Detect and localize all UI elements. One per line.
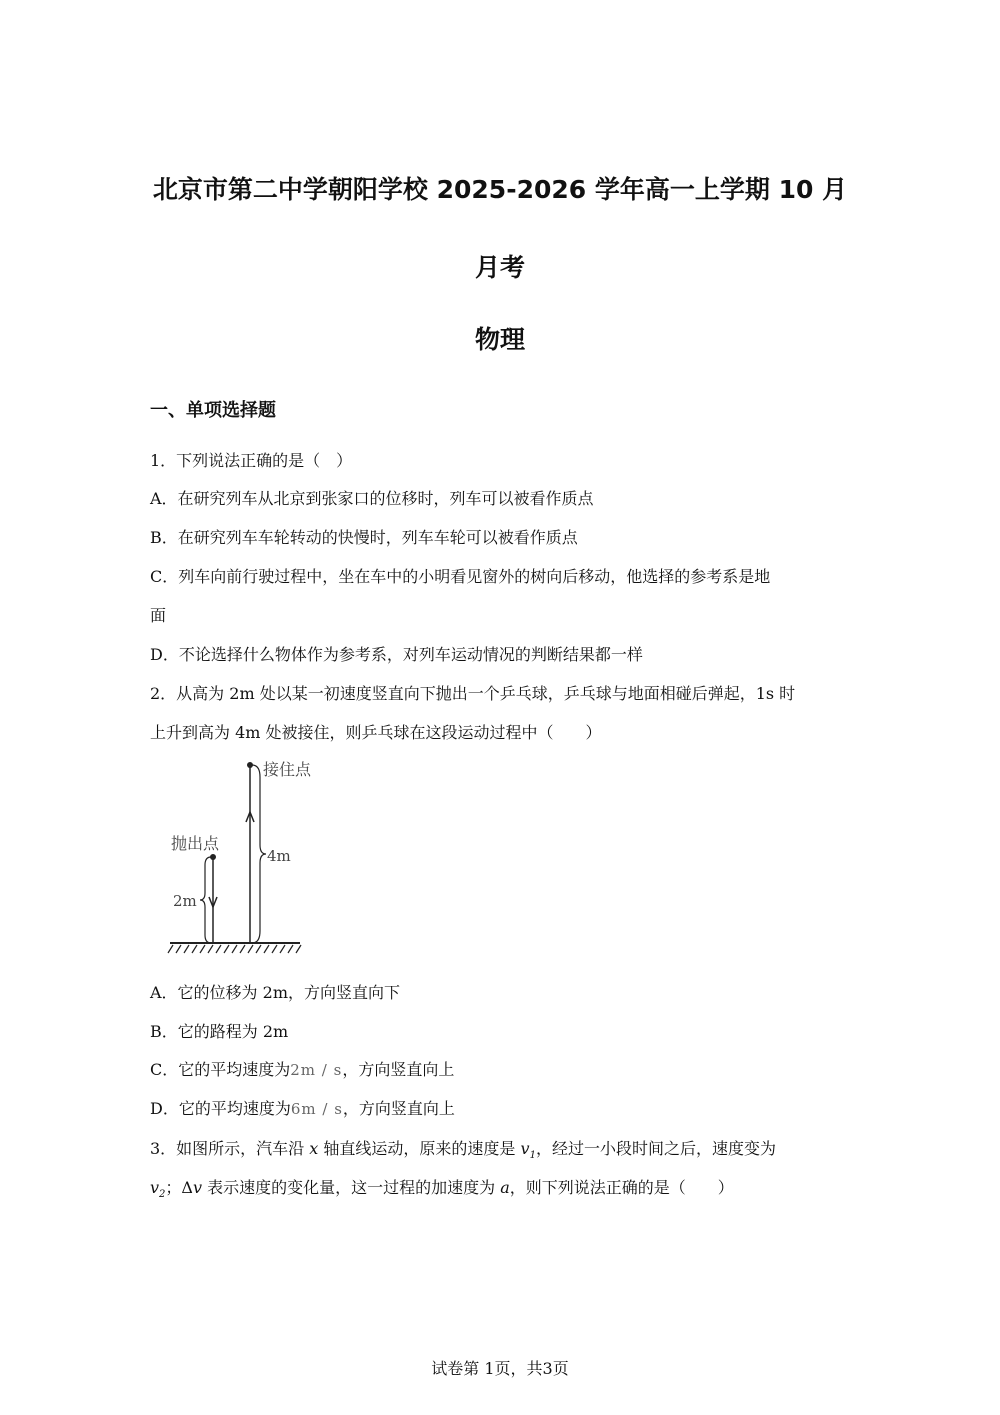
height-4m-label: 4m bbox=[267, 847, 291, 865]
q3-var-dv: v bbox=[192, 1178, 203, 1197]
q2-option-c-value: 2m / s bbox=[290, 1061, 343, 1079]
q1-option-d: D．不论选择什么物体作为参考系，对列车运动情况的判断结果都一样 bbox=[150, 645, 643, 664]
title-line-2: 月考 bbox=[474, 253, 525, 282]
q2-option-a: A．它的位移为 2m，方向竖直向下 bbox=[150, 983, 400, 1002]
subject-title: 物理 bbox=[474, 325, 525, 354]
q3-text-4: ；Δ bbox=[165, 1178, 193, 1197]
height-2m-label: 2m bbox=[173, 892, 197, 910]
q3-text-1: 3．如图所示，汽车沿 bbox=[150, 1139, 305, 1158]
brace-4m bbox=[252, 765, 266, 943]
q1-option-a: A．在研究列车从北京到张家口的位移时，列车可以被看作质点 bbox=[150, 489, 594, 508]
q2-option-c-prefix: C．它的平均速度为 bbox=[150, 1060, 291, 1079]
q1-stem: 1．下列说法正确的是（ ） bbox=[150, 451, 353, 470]
q3-var-v2: v bbox=[150, 1178, 160, 1197]
q2-option-d bbox=[150, 1099, 455, 1119]
q3-var-v2-sub: 2 bbox=[159, 1189, 166, 1201]
title-line-1: 北京市第二中学朝阳学校 2025-2026 学年高一上学期 10 月 bbox=[152, 175, 848, 204]
q1-option-c-cont: 面 bbox=[150, 606, 167, 625]
q2-option-c bbox=[150, 1060, 454, 1080]
q3-var-a: a bbox=[500, 1178, 510, 1197]
q3-stem-line-1 bbox=[150, 1139, 776, 1166]
page-footer: 试卷第 1页，共3页 bbox=[431, 1359, 569, 1378]
q2-option-b: B．它的路程为 2m bbox=[150, 1022, 289, 1041]
q1-option-b: B．在研究列车车轮转动的快慢时，列车车轮可以被看作质点 bbox=[150, 528, 578, 547]
q2-option-d-prefix: D．它的平均速度为 bbox=[150, 1099, 291, 1118]
q3-var-v1: v bbox=[520, 1139, 530, 1158]
section-heading: 一、单项选择题 bbox=[150, 400, 276, 421]
q2-stem-line-2: 上升到高为 4m 处被接住，则乒乓球在这段运动过程中（ ） bbox=[150, 723, 602, 742]
ground-hatch bbox=[168, 945, 301, 953]
q1-option-c: C．列车向前行驶过程中，坐在车中的小明看见窗外的树向后移动，他选择的参考系是地 bbox=[150, 567, 771, 586]
q2-option-c-suffix: ，方向竖直向上 bbox=[342, 1060, 455, 1079]
q3-var-v1-sub: 1 bbox=[529, 1150, 536, 1162]
q2-figure bbox=[165, 757, 345, 957]
q3-text-6: ，则下列说法正确的是（ ） bbox=[509, 1178, 734, 1197]
q2-option-d-suffix: ，方向竖直向上 bbox=[342, 1099, 455, 1118]
q2-stem-line-1: 2．从高为 2m 处以某一初速度竖直向下抛出一个乒乓球，乒乓球与地面相碰后弹起，1s 时 bbox=[150, 684, 796, 703]
q3-var-x: x bbox=[309, 1139, 319, 1158]
catch-label: 接住点 bbox=[263, 760, 312, 779]
q2-option-d-value: 6m / s bbox=[290, 1100, 343, 1118]
q3-text-3: ，经过一小段时间之后，速度变为 bbox=[535, 1139, 776, 1158]
brace-2m bbox=[200, 857, 211, 943]
q3-stem-line-2 bbox=[150, 1178, 734, 1205]
throw-label: 抛出点 bbox=[171, 834, 220, 853]
q3-text-5: 表示速度的变化量，这一过程的加速度为 bbox=[207, 1178, 496, 1197]
q3-text-2: 轴直线运动，原来的速度是 bbox=[323, 1139, 516, 1158]
